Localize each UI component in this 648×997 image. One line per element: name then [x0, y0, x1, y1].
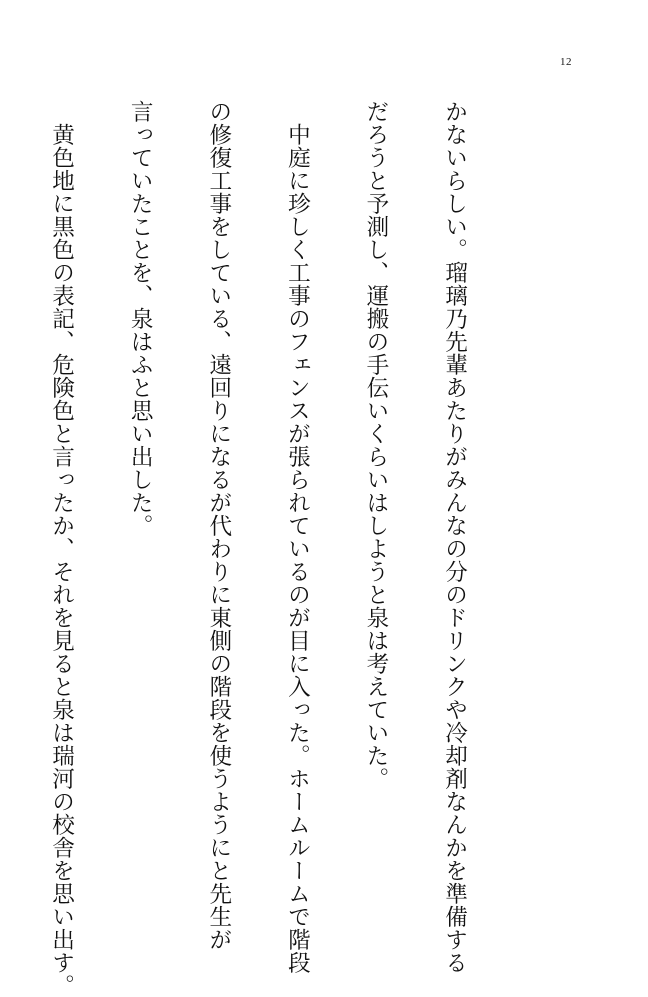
vertical-text-body	[48, 100, 520, 997]
text-line-3: 中庭に珍しく工事のフェンスが張られているのが目に入った。ホームルームで階段	[284, 100, 311, 974]
text-line-5: 言っていたことを、泉はふと思い出した。	[127, 100, 154, 537]
page-number: 12	[560, 56, 572, 68]
text-line-2: だろうと予測し、運搬の手伝いくらいはしようと泉は考えていた。	[362, 100, 389, 790]
text-line-6: 黄色地に黒色の表記、危険色と言ったか、それを見ると泉は瑞河の校舎を思い出す。	[48, 100, 75, 997]
text-line-1: かないらしい。瑠璃乃先輩あたりがみんなの分のドリンクや冷却剤なんかを準備する	[441, 100, 468, 974]
text-line-4: の修復工事をしている、遠回りになるが代わりに東側の階段を使うようにと先生が	[205, 100, 232, 951]
